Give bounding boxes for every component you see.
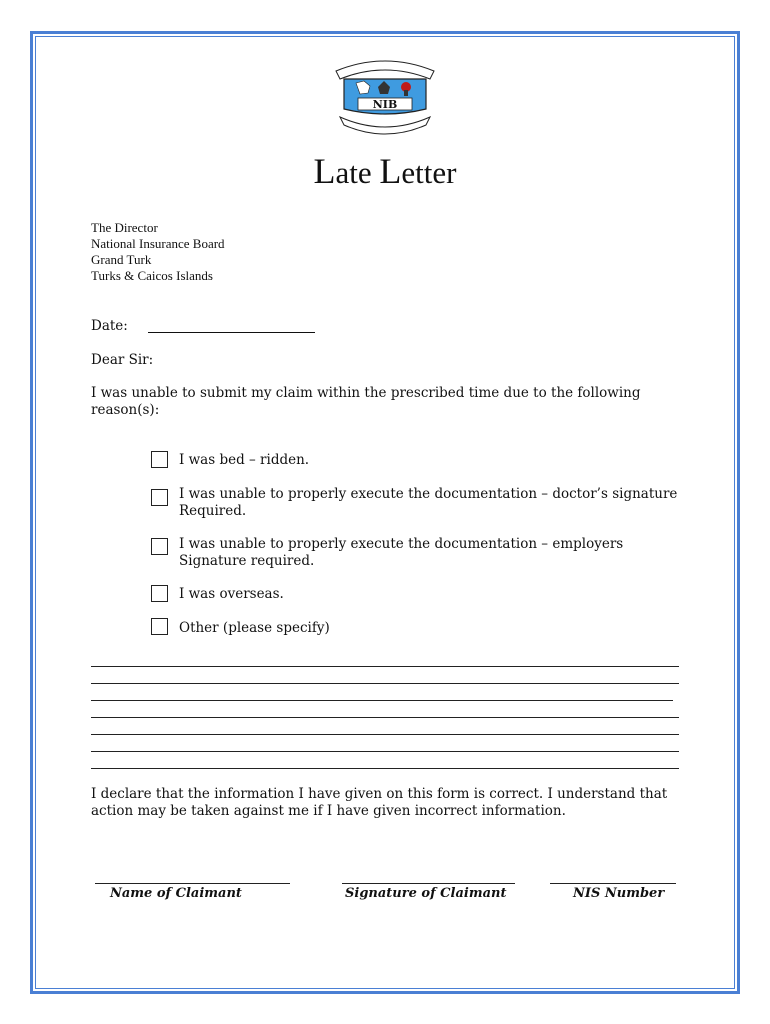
option-line: I was overseas. [179,586,284,602]
option-bed-ridden-label [179,452,679,469]
option-line: Required. [179,503,247,519]
specify-line[interactable] [91,751,679,752]
checkbox-doctor-signature[interactable] [151,489,168,506]
option-line: Other (please specify) [179,620,330,636]
checkbox-overseas[interactable] [151,585,168,602]
nis-number-label: NIS Number [573,886,665,901]
specify-line[interactable] [91,768,679,769]
declaration-paragraph: I declare that the information I have given on this form is correct. I understand that action may be taken against me if I have given incorrect information. [91,786,668,819]
address-line: Turks & Caicos Islands [91,268,213,283]
document-title [0,150,770,192]
address-line: Grand Turk [91,252,152,267]
option-line: I was unable to properly execute the documentation – employers [179,536,624,552]
nib-logo [330,57,440,137]
option-doctor-signature-label [179,486,679,520]
specify-line[interactable] [91,717,679,718]
option-employer-signature-label [179,536,679,570]
address-line: National Insurance Board [91,236,225,251]
salutation: Dear Sir: [91,352,154,368]
title-initial-2: L [379,151,402,191]
signature-of-claimant-field[interactable] [342,883,515,884]
specify-line[interactable] [91,734,679,735]
date-field[interactable] [148,332,315,333]
name-of-claimant-field[interactable] [95,883,290,884]
checkbox-bed-ridden[interactable] [151,451,168,468]
recipient-address [91,220,225,284]
checkbox-employer-signature[interactable] [151,538,168,555]
intro-paragraph: I was unable to submit my claim within the prescribed time due to the following reason(s): [91,385,641,418]
title-initial-1: L [313,151,336,191]
option-line: I was unable to properly execute the documentation – doctor’s signature [179,486,678,502]
option-other-label [179,620,679,637]
title-rest-2: etter [401,155,457,190]
address-line: The Director [91,220,158,235]
checkbox-other[interactable] [151,618,168,635]
name-of-claimant-label: Name of Claimant [110,886,242,901]
nis-number-field[interactable] [550,883,676,884]
title-rest-1: ate [335,155,380,190]
date-label: Date: [91,318,128,334]
option-line: I was bed – ridden. [179,452,310,468]
option-overseas-label [179,586,679,603]
specify-line[interactable] [91,666,679,667]
specify-line[interactable] [91,700,673,701]
logo-center-text: NIB [372,98,398,111]
specify-line[interactable] [91,683,679,684]
signature-of-claimant-label: Signature of Claimant [345,886,507,901]
option-line: Signature required. [179,553,315,569]
